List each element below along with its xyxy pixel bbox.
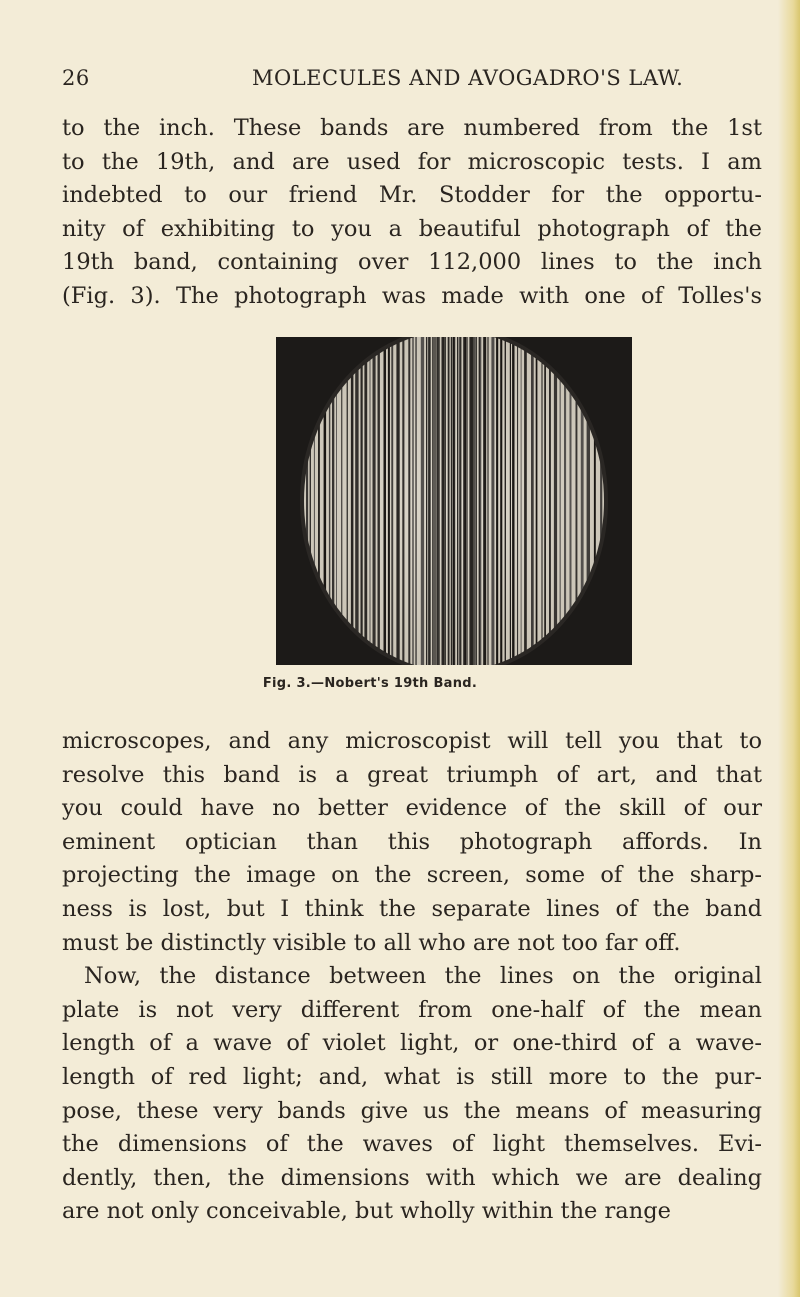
band-ruled-line — [512, 337, 514, 665]
text-line: resolve this band is a great triumph of art, and that — [62, 761, 762, 788]
text-line: eminent optician than this photograph affords. In — [62, 828, 762, 855]
band-ruled-line — [517, 337, 518, 665]
band-ruled-line — [437, 337, 438, 665]
band-ruled-line — [402, 337, 404, 665]
text-line: projecting the image on the screen, some of the sharp- — [62, 862, 762, 889]
band-ruled-line — [476, 337, 477, 665]
text-line: the dimensions of the waves of light themselves. Evi- — [62, 1131, 762, 1158]
text-line: (Fig. 3). The photograph was made with one of Tolles's — [62, 282, 762, 309]
text-line: nity of exhibiting to you a beautiful photograph of the — [62, 215, 762, 242]
band-photograph — [276, 337, 632, 665]
band-ruled-line — [554, 337, 557, 665]
band-ruled-line — [451, 337, 452, 665]
band-ruled-line — [521, 337, 522, 665]
text-line: must be distinctly visible to all who are not too far off. — [62, 929, 681, 956]
figure-caption — [0, 676, 800, 691]
text-line: 19th band, containing over 112,000 lines to the inch — [62, 249, 762, 276]
paragraph-bottom — [62, 725, 762, 1229]
text-line: plate is not very different from one-half of the mean — [62, 996, 762, 1023]
band-ruled-line — [426, 337, 427, 665]
band-ruled-line — [412, 337, 413, 665]
band-ruled-line — [408, 337, 410, 665]
band-ruled-line — [442, 337, 443, 665]
band-ruled-line — [473, 337, 474, 665]
band-ruled-line — [415, 337, 417, 665]
text-line: are not only conceivable, but wholly within the range — [62, 1198, 671, 1225]
band-ruled-line — [391, 337, 393, 665]
band-ruled-line — [524, 337, 527, 665]
band-ruled-line — [479, 337, 480, 665]
text-line: Now, the distance between the lines on the original — [84, 963, 762, 990]
text-line: length of a wave of violet light, or one-third of a wave- — [62, 1030, 762, 1057]
band-photograph-image — [276, 337, 632, 665]
band-ruled-line — [421, 337, 424, 665]
text-line: dently, then, the dimensions with which we are dealing — [62, 1164, 762, 1191]
band-ruled-line — [351, 337, 354, 665]
band-ruled-line — [474, 337, 475, 665]
band-ruled-line — [438, 337, 439, 665]
band-ruled-line — [434, 337, 435, 665]
text-line: microscopes, and any microscopist will tell you that to — [62, 728, 762, 754]
band-ruled-line — [531, 337, 534, 665]
band-ruled-line — [448, 337, 449, 665]
band-ruled-line — [435, 337, 436, 665]
band-ruled-line — [432, 337, 433, 665]
band-ruled-line — [483, 337, 486, 665]
band-ruled-line — [544, 337, 546, 665]
page-number: 26 — [62, 66, 90, 90]
text-line: to the 19th, and are used for microscopic tests. I am — [62, 148, 762, 175]
running-title: MOLECULES AND AVOGADRO'S LAW. — [252, 66, 684, 90]
band-ruled-line — [510, 337, 511, 665]
text-line: pose, these very bands give us the means of measuring — [62, 1097, 762, 1124]
band-ruled-line — [505, 337, 506, 665]
band-ruled-line — [429, 337, 430, 665]
text-line: indebted to our friend Mr. Stodder for the opportu- — [62, 182, 762, 209]
band-ruled-line — [491, 337, 494, 665]
band-ruled-line — [549, 337, 551, 665]
band-ruled-line — [457, 337, 458, 665]
band-ruled-line — [560, 337, 561, 665]
text-line: to the inch. These bands are numbered from the 1st — [62, 115, 762, 141]
band-ruled-line — [536, 337, 538, 665]
band-ruled-line — [460, 337, 461, 665]
band-ruled-line — [488, 337, 489, 665]
band-ruled-line — [347, 337, 348, 665]
band-ruled-line — [454, 337, 455, 665]
text-line: length of red light; and, what is still more to the pur- — [62, 1063, 762, 1090]
band-ruled-line — [361, 337, 363, 665]
text-line: you could have no better evidence of the skill of our — [62, 795, 762, 822]
band-ruled-line — [466, 337, 467, 665]
band-ruled-line — [542, 337, 543, 665]
text-line: ness is lost, but I think the separate lines of the band — [62, 895, 762, 922]
band-ruled-line — [496, 337, 498, 665]
band-ruled-line — [469, 337, 470, 665]
page-edge-shading — [778, 0, 800, 1297]
band-ruled-line — [378, 337, 380, 665]
band-ruled-line — [445, 337, 446, 665]
band-ruled-line — [370, 337, 371, 665]
band-ruled-line — [463, 337, 464, 665]
band-ruled-line — [373, 337, 376, 665]
band-ruled-line — [355, 337, 358, 665]
band-ruled-line — [396, 337, 399, 665]
band-ruled-line — [500, 337, 502, 665]
band-ruled-line — [388, 337, 390, 665]
figure-caption-text: Fig. 3.—Nobert's 19th Band. — [262, 676, 478, 691]
band-ruled-line — [364, 337, 367, 665]
band-ruled-line — [384, 337, 387, 665]
paragraph-top — [62, 112, 762, 314]
